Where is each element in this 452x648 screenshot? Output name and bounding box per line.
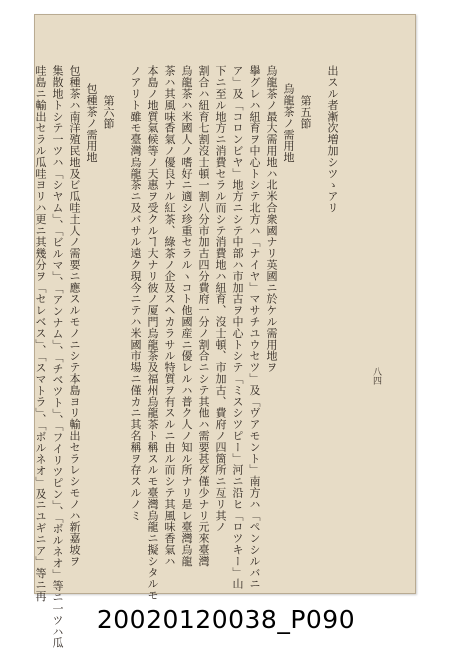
text-column-5: 擧グレハ紐育ヲ中心トシテ北方ハ「ナイヤ」マサチユウセツ」及「ヴアモント」南方ハ「ペンシルバニ bbox=[248, 65, 261, 590]
text-column-15: 包種茶ハ南洋殖民地及ビ瓜哇土人ノ需要ニ應スルモノニシテ本島ヨリ輸出セラレシモノハ新嘉坡ヲ bbox=[68, 65, 81, 567]
text-column-7: 下ニ至ル地方ニ消費セラル而シテ消費地ハ紐育、沒士頓、市加古、費府ノ四箇所ニ亙リ其ノ bbox=[214, 65, 227, 533]
text-column-17: 哇島ニ輸出セラル瓜哇ヨリハ更ニ其幾分ヲ「セレベス」、「スマトラ」、「ボルネオ」及ニユギニア」等ニ再 bbox=[34, 65, 47, 602]
page-number: 八四 bbox=[371, 367, 381, 385]
section-title-6: 包種茶ノ需用地 bbox=[85, 83, 98, 163]
text-column-12: ノアリト雖モ臺灣烏龍茶ニ及バサル遠ク現今ニテハ米國市場ニ僅カニ其名稱ヲ存スルノミ bbox=[129, 65, 142, 521]
text-column-8: 割合ハ紐育七割沒士頓一割八分市加古四分費府一分ノ割合ニシテ其他ハ需要甚ダ僅少ナリ元來臺灣 bbox=[197, 65, 210, 567]
column-spacer bbox=[119, 65, 125, 565]
text-column-1: 出スル者漸次増加シツゝアリ bbox=[326, 65, 339, 214]
text-column-10: 茶ハ其風味香氣ノ優良ナル紅茶、綠茶ノ企及スヘカラサル特質ヲ有スルニ由ル而シテ其風味香氣ハ bbox=[163, 65, 176, 567]
column-spacer bbox=[316, 65, 322, 565]
text-column-11: 本島ノ地質氣候等ノ天惠ヲ受クルヿ大ナリ彼ノ厦門烏龍茶及福州烏龍茶ト稱スルモ臺灣烏龍ニ擬シタルモ bbox=[146, 65, 159, 601]
section-heading-6: 第六節 bbox=[102, 95, 115, 130]
text-column-6: ア」及「コロンビヤ」地方ニシテ中部ハ市加古ヲ中心トシテ「ミスシツピー」河ニ沿ヒ「ロツキー」山 bbox=[231, 65, 244, 590]
text-column-4: 烏龍茶ノ最大需用地ハ北米合衆國ナリ英國ニ於ケル需用地ヲ bbox=[265, 65, 278, 373]
text-column-16: 集散地トシテ一ツハ「シヤム」、「ビルマ」、「アンナム」、「チベツト」、「フイリツピン」、「ボルネオ」等ニ一ツハ瓜 bbox=[51, 65, 64, 648]
text-column-9: 烏龍茶ハ米國人ノ嗜好ニ適シ珍重セラルヽコト他國産ニ優レルハ普ク人ノ知ル所ナリ是レ臺灣烏龍 bbox=[180, 65, 193, 567]
section-title-5: 烏龍茶ノ需用地 bbox=[282, 83, 295, 163]
section-heading-5: 第五節 bbox=[299, 95, 312, 130]
image-id-label: 20020120038_P090 bbox=[96, 604, 356, 634]
